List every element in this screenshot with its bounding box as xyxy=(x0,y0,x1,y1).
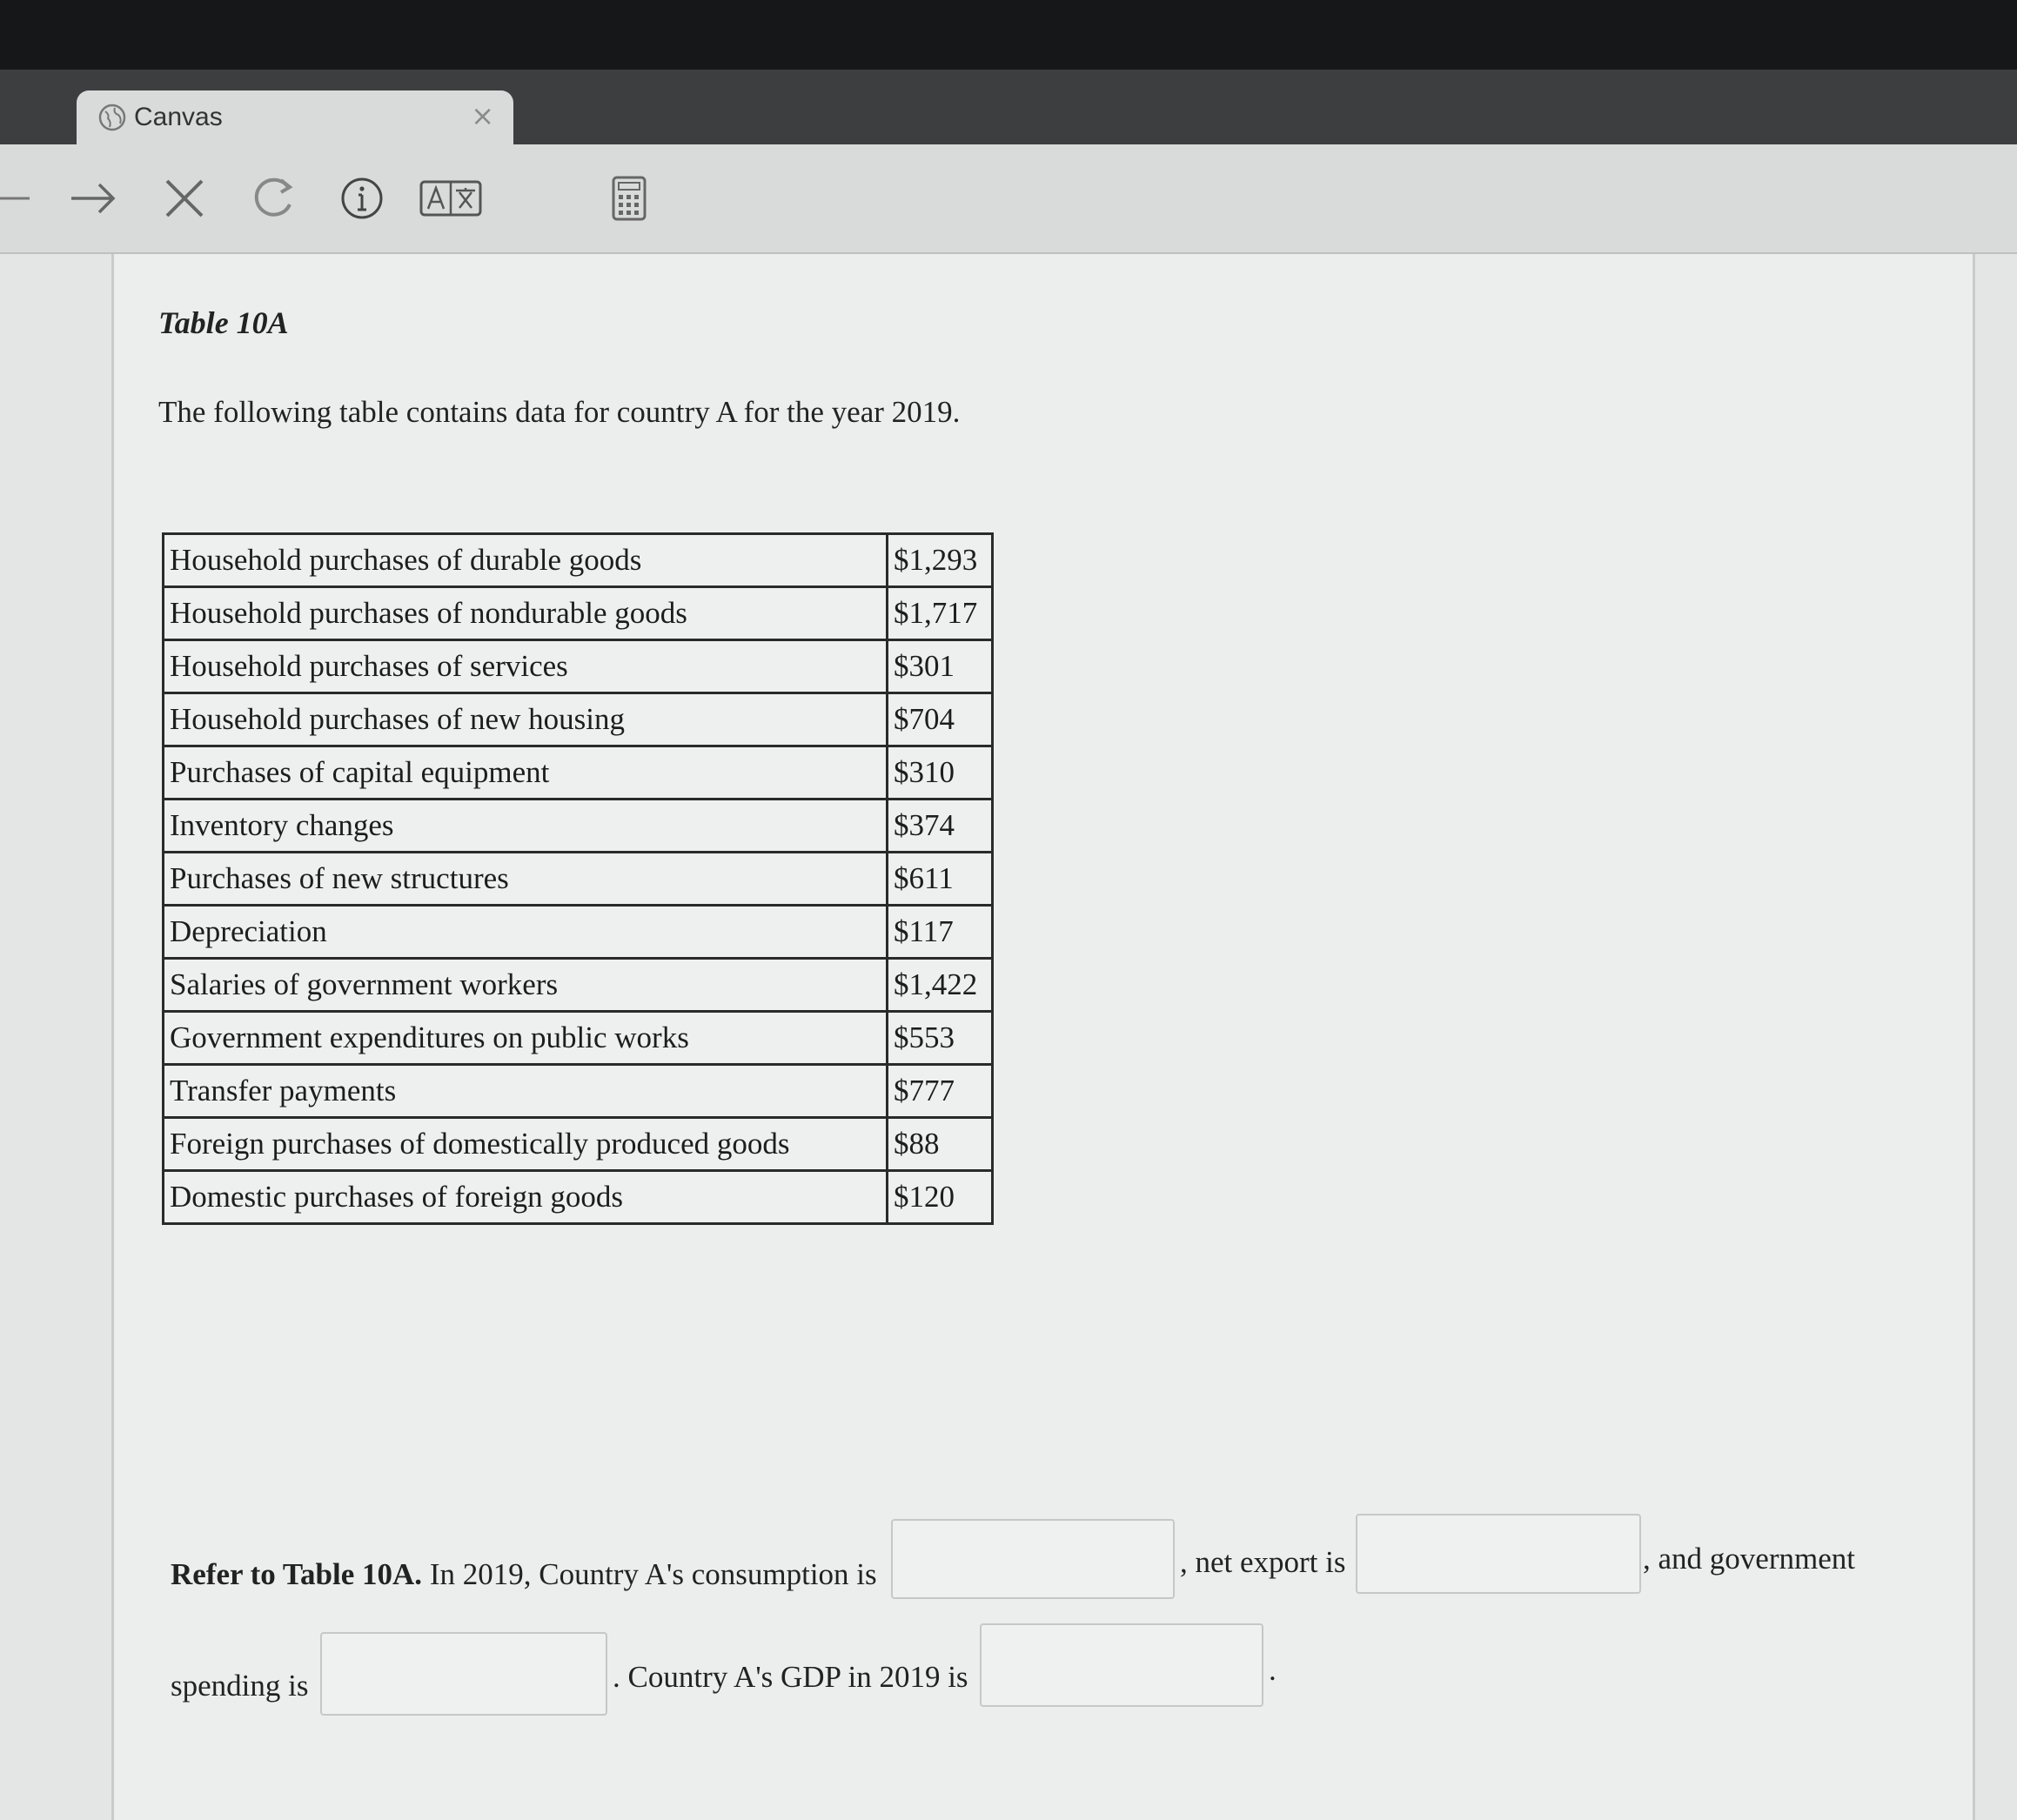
row-label: Government expenditures on public works xyxy=(164,1012,888,1065)
table-row xyxy=(164,1118,993,1171)
table-row xyxy=(164,800,993,853)
reload-icon[interactable] xyxy=(245,171,301,226)
row-value: $88 xyxy=(888,1118,993,1171)
row-label: Household purchases of new housing xyxy=(164,693,888,746)
table-row xyxy=(164,746,993,800)
browser-toolbar xyxy=(0,144,2017,254)
row-label: Household purchases of nondurable goods xyxy=(164,587,888,640)
question-line-1 xyxy=(171,1557,877,1592)
browser-tab[interactable] xyxy=(77,90,513,148)
row-value: $120 xyxy=(888,1171,993,1224)
row-label: Foreign purchases of domestically produced goods xyxy=(164,1118,888,1171)
row-value: $117 xyxy=(888,906,993,959)
info-icon[interactable] xyxy=(334,171,390,226)
question-end-period: . xyxy=(1269,1653,1277,1687)
table-row xyxy=(164,906,993,959)
question-reference: Refer to Table 10A. xyxy=(171,1557,423,1591)
globe-icon xyxy=(97,103,127,132)
question-gdp-text: . Country A's GDP in 2019 is xyxy=(613,1660,968,1694)
table-row xyxy=(164,534,993,587)
question-consumption-text: In 2019, Country A's consumption is xyxy=(429,1557,877,1591)
row-label: Salaries of government workers xyxy=(164,959,888,1012)
row-label: Purchases of new structures xyxy=(164,853,888,906)
screen-top-bezel xyxy=(0,0,2017,70)
question-government-text: , and government xyxy=(1643,1542,1855,1576)
row-label: Depreciation xyxy=(164,906,888,959)
table-row xyxy=(164,693,993,746)
row-label: Household purchases of durable goods xyxy=(164,534,888,587)
intro-text: The following table contains data for country A for the year 2019. xyxy=(158,395,961,429)
net-export-input[interactable] xyxy=(1356,1514,1641,1594)
question-net-export-text: , net export is xyxy=(1180,1545,1346,1579)
table-row xyxy=(164,587,993,640)
table-title: Table 10A xyxy=(158,305,289,340)
row-value: $1,717 xyxy=(888,587,993,640)
calculator-icon[interactable] xyxy=(609,171,649,226)
row-value: $553 xyxy=(888,1012,993,1065)
close-tab-icon[interactable]: × xyxy=(471,99,494,132)
data-table xyxy=(162,532,994,1225)
row-label: Transfer payments xyxy=(164,1065,888,1118)
row-label: Purchases of capital equipment xyxy=(164,746,888,800)
government-spending-input[interactable] xyxy=(320,1632,607,1716)
table-row xyxy=(164,1012,993,1065)
row-label: Household purchases of services xyxy=(164,640,888,693)
tab-title: Canvas xyxy=(134,103,223,131)
table-row xyxy=(164,853,993,906)
row-value: $611 xyxy=(888,853,993,906)
table-row xyxy=(164,1065,993,1118)
consumption-input[interactable] xyxy=(891,1519,1175,1599)
table-row xyxy=(164,1171,993,1224)
translate-icon[interactable] xyxy=(418,171,484,226)
row-label: Inventory changes xyxy=(164,800,888,853)
forward-arrow-icon[interactable] xyxy=(66,171,122,226)
row-value: $1,422 xyxy=(888,959,993,1012)
row-value: $374 xyxy=(888,800,993,853)
table-row xyxy=(164,959,993,1012)
row-value: $777 xyxy=(888,1065,993,1118)
gdp-input[interactable] xyxy=(980,1623,1263,1707)
back-arrow-icon[interactable] xyxy=(0,171,35,226)
table-row xyxy=(164,640,993,693)
row-value: $1,293 xyxy=(888,534,993,587)
row-value: $301 xyxy=(888,640,993,693)
row-value: $310 xyxy=(888,746,993,800)
row-label: Domestic purchases of foreign goods xyxy=(164,1171,888,1224)
question-spending-text: spending is xyxy=(171,1669,309,1703)
stop-icon[interactable] xyxy=(157,171,212,226)
row-value: $704 xyxy=(888,693,993,746)
